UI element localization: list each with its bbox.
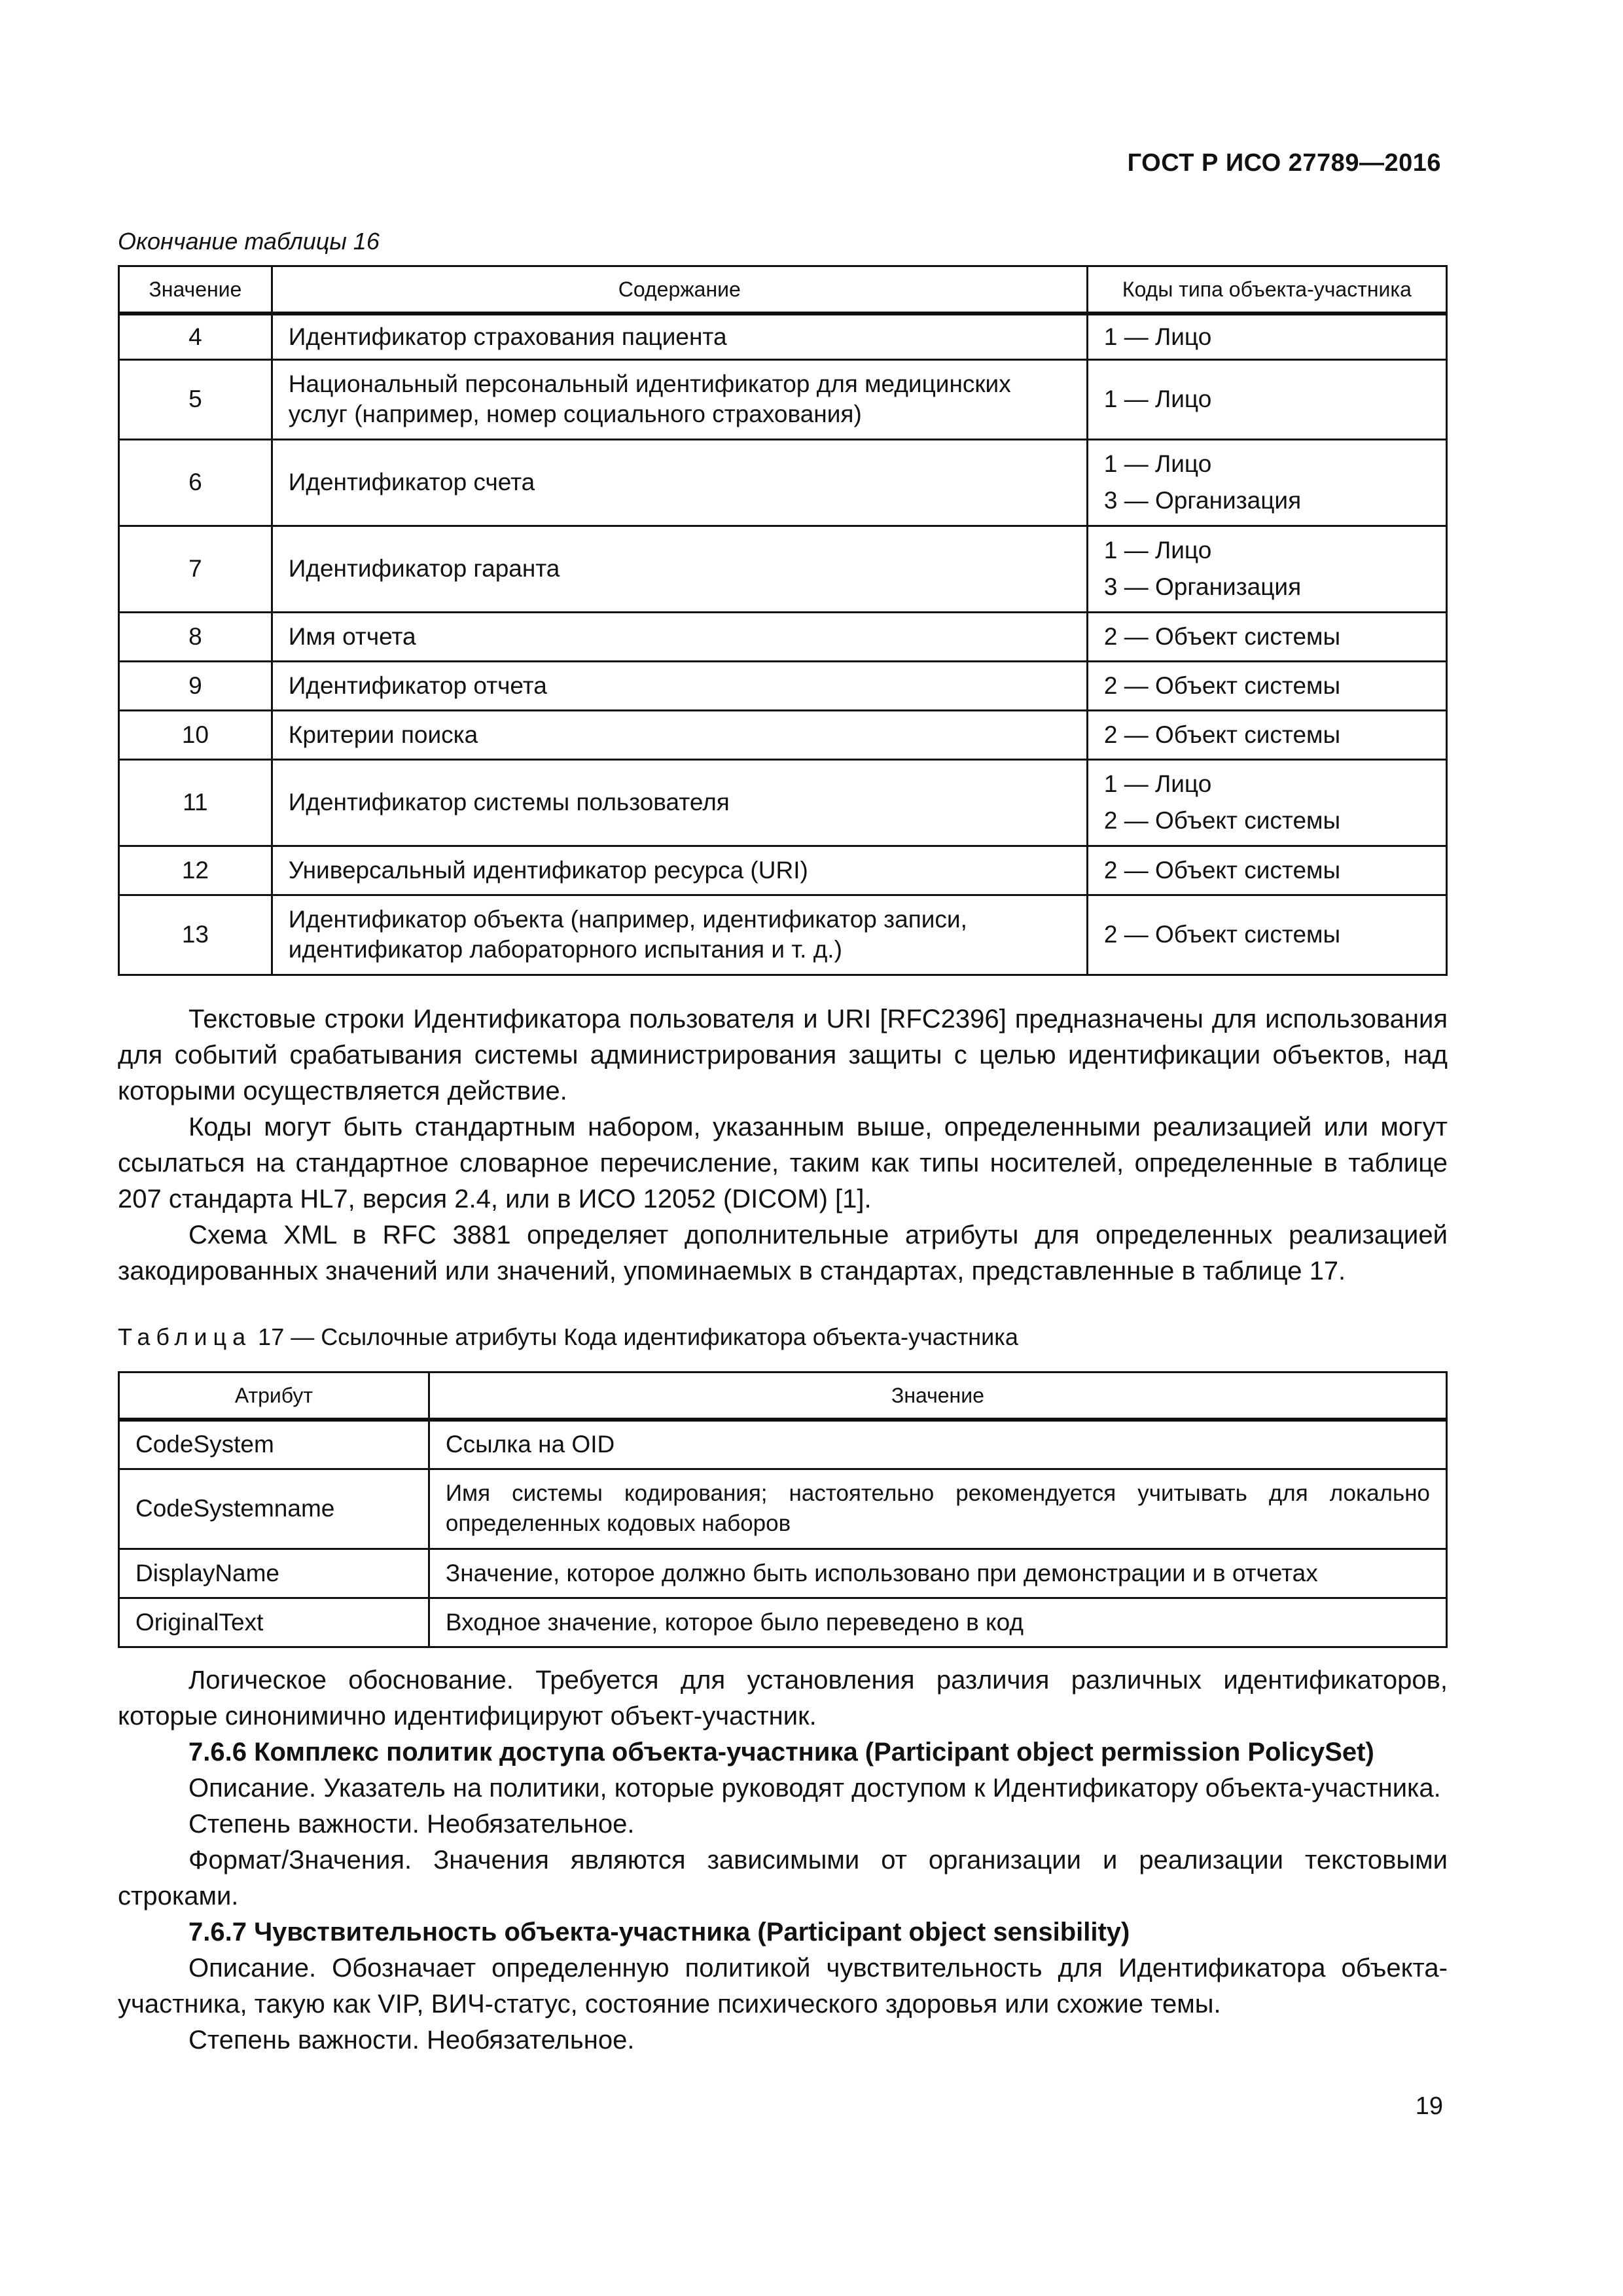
cell-content [272, 759, 1087, 846]
cell-line: 1 — Лицо [1103, 770, 1212, 797]
cell-line: 1 — Лицо [1103, 386, 1212, 412]
body-text-block-2 [118, 1662, 1448, 2058]
column-header-content: Содержание [272, 266, 1087, 314]
cell-content [272, 359, 1087, 439]
table-row [119, 846, 1447, 895]
cell-value: 6 [119, 439, 272, 526]
cell-line: 3 — Организация [1103, 487, 1302, 514]
paragraph: Схема XML в RFC 3881 определяет дополнительные атрибуты для определенных реализацией закодированных значений или значений, упоминаемых в стандартах, представленные в таблице 17. [118, 1221, 1448, 1285]
cell-line: Имя отчета [288, 622, 416, 650]
cell-value: 10 [119, 710, 272, 759]
cell-attribute: CodeSystemname [119, 1469, 429, 1549]
table-row [119, 759, 1447, 846]
cell-attribute: DisplayName [119, 1549, 429, 1598]
cell-value: 9 [119, 661, 272, 710]
paragraph: Степень важности. Необязательное. [188, 2026, 635, 2054]
cell-value: Ссылка на OID [429, 1420, 1446, 1469]
column-header-attribute: Атрибут [119, 1372, 429, 1420]
cell-value: 7 [119, 526, 272, 612]
table-row [119, 439, 1447, 526]
cell-line: 1 — Лицо [1103, 323, 1212, 350]
table-row [119, 1420, 1447, 1469]
paragraph: Описание. Указатель на политики, которые руководят доступом к Идентификатору объекта-участника. [188, 1774, 1441, 1803]
cell-line: Универсальный идентификатор ресурса (URI) [288, 856, 808, 884]
table-row [119, 359, 1447, 439]
table-row [119, 661, 1447, 710]
table-row [119, 1549, 1447, 1598]
cell-content [272, 439, 1087, 526]
column-header-value: Значение [119, 266, 272, 314]
cell-content [272, 314, 1087, 359]
table-row [119, 895, 1447, 975]
cell-line: 2 — Объект системы [1103, 856, 1341, 884]
table-row [119, 612, 1447, 661]
cell-line: 2 — Объект системы [1103, 672, 1341, 699]
cell-line: Идентификатор гаранта [288, 555, 560, 582]
column-header-value: Значение [429, 1372, 1446, 1420]
cell-codes [1087, 359, 1446, 439]
cell-value: Имя системы кодирования; настоятельно рекомендуется учитывать для локально определенных кодовых наборов [429, 1469, 1446, 1549]
cell-codes [1087, 526, 1446, 612]
cell-codes [1087, 439, 1446, 526]
cell-codes [1087, 314, 1446, 359]
cell-line: 2 — Объект системы [1103, 807, 1341, 834]
table-caption-text: 17 — Ссылочные атрибуты Кода идентификатора объекта-участника [258, 1323, 1018, 1350]
document-header: ГОСТ Р ИСО 27789—2016 [1127, 149, 1441, 177]
table-row [119, 710, 1447, 759]
cell-line: идентификатор лабораторного испытания и т. д.) [288, 936, 842, 963]
table-continuation-label: Окончание таблицы 16 [118, 228, 380, 255]
table-row [119, 314, 1447, 359]
paragraph: Формат/Значения. Значения являются зависимыми от организации и реализации текстовыми строками. [118, 1846, 1448, 1910]
cell-codes [1087, 895, 1446, 975]
cell-line: Идентификатор объекта (например, идентификатор записи, [288, 906, 967, 933]
paragraph: Коды могут быть стандартным набором, указанным выше, определенными реализацией или могут ссылаться на стандартное словарное перечисление, таким как типы носителей, определенные в таблице 207 стандарта HL7, версия 2.4, или в ИСО 12052 (DICOM) [1]. [118, 1113, 1448, 1213]
table-caption-label: Таблица [118, 1323, 252, 1350]
cell-value: 8 [119, 612, 272, 661]
cell-line: Идентификатор счета [288, 469, 535, 495]
table-row [119, 1469, 1447, 1549]
cell-value: 12 [119, 846, 272, 895]
cell-line: 2 — Объект системы [1103, 921, 1341, 948]
cell-value: Входное значение, которое было переведено в код [429, 1598, 1446, 1647]
cell-line: Идентификатор отчета [288, 672, 547, 699]
cell-value: 11 [119, 759, 272, 846]
cell-codes [1087, 710, 1446, 759]
table-header-row [119, 1372, 1447, 1420]
table-row [119, 526, 1447, 612]
section-heading-7-6-7: 7.6.7 Чувствительность объекта-участника (Participant object sensibility) [188, 1918, 1130, 1946]
cell-line: 2 — Объект системы [1103, 622, 1341, 650]
paragraph: Степень важности. Необязательное. [188, 1810, 635, 1839]
cell-line: услуг (например, номер социального страхования) [288, 401, 862, 427]
cell-content [272, 895, 1087, 975]
cell-line: Идентификатор страхования пациента [288, 323, 727, 350]
cell-content [272, 526, 1087, 612]
table-17 [118, 1371, 1448, 1648]
table-16 [118, 265, 1448, 976]
paragraph: Логическое обоснование. Требуется для установления различия различных идентификаторов, которые синонимично идентифицируют объект-участник. [118, 1666, 1448, 1731]
cell-line: 3 — Организация [1103, 573, 1302, 600]
page-number: 19 [1415, 2092, 1443, 2120]
cell-attribute: OriginalText [119, 1598, 429, 1647]
section-heading-7-6-6: 7.6.6 Комплекс политик доступа объекта-участника (Participant object permission PolicySet) [188, 1738, 1374, 1767]
cell-line: 1 — Лицо [1103, 537, 1212, 564]
cell-codes [1087, 612, 1446, 661]
cell-line: 2 — Объект системы [1103, 721, 1341, 748]
cell-content [272, 846, 1087, 895]
paragraph: Описание. Обозначает определенную политикой чувствительность для Идентификатора объекта-участника, такую как VIP, ВИЧ-статус, состояние психического здоровья или схожие темы. [118, 1954, 1448, 2018]
cell-content [272, 710, 1087, 759]
cell-line: Национальный персональный идентификатор для медицинских [288, 370, 1011, 397]
paragraph: Текстовые строки Идентификатора пользователя и URI [RFC2396] предназначены для использования для событий срабатывания системы администрирования защиты с целью идентификации объектов, над которыми осуществляется действие. [118, 1005, 1448, 1105]
table-row [119, 1598, 1447, 1647]
body-text-block-1 [118, 1001, 1448, 1289]
cell-codes [1087, 846, 1446, 895]
cell-line: 1 — Лицо [1103, 450, 1212, 477]
cell-codes [1087, 759, 1446, 846]
cell-codes [1087, 661, 1446, 710]
cell-value: 13 [119, 895, 272, 975]
cell-attribute: CodeSystem [119, 1420, 429, 1469]
cell-value: 5 [119, 359, 272, 439]
table-17-caption [118, 1323, 1018, 1351]
cell-content [272, 661, 1087, 710]
column-header-codes: Коды типа объекта-участника [1087, 266, 1446, 314]
cell-content [272, 612, 1087, 661]
table-header-row [119, 266, 1447, 314]
cell-value: 4 [119, 314, 272, 359]
cell-line: Идентификатор системы пользователя [288, 789, 730, 816]
cell-line: Критерии поиска [288, 721, 478, 748]
cell-value: Значение, которое должно быть использовано при демонстрации и в отчетах [429, 1549, 1446, 1598]
